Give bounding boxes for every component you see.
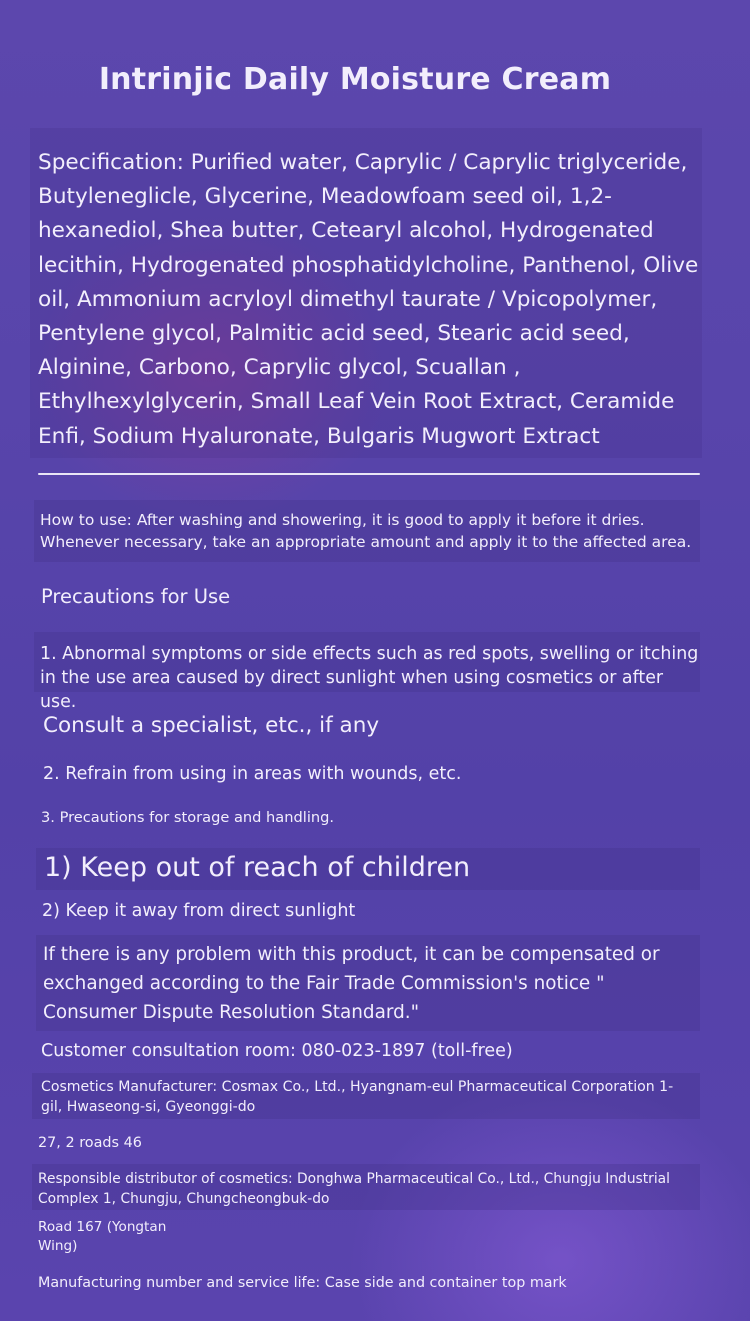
keep-out-of-reach-children: 1) Keep out of reach of children xyxy=(44,852,471,883)
distributor-address: Road 167 (Yongtan Wing) xyxy=(38,1219,167,1254)
precaution-item-1: 1. Abnormal symptoms or side effects such as red spots, swelling or itching in the use area caused by direct sunlight when using cosmetics or after use. xyxy=(40,644,699,712)
manufacturer-address: 27, 2 roads 46 xyxy=(38,1135,142,1151)
precaution-item-3: 3. Precautions for storage and handling. xyxy=(41,809,335,826)
how-to-use-line-2: Whenever necessary, take an appropriate amount and apply it to the affected area. xyxy=(40,533,692,551)
section-divider xyxy=(38,473,700,475)
product-title: Intrinjic Daily Moisture Cream xyxy=(98,62,612,97)
specification-text: Specification: Purified water, Caprylic / Caprylic triglyceride, Butyleneglicle, Glycerine, Meadowfoam seed oil, 1,2-hexanediol, Shea butter, Cetearyl alcohol, Hydrogenated lecithin, Hydrogenated phosphatidylcholine, Panthenol, Olive oil, Ammonium acryloyl dimethyl taurate / Vpicopolymer, Pentylene glycol, Palmitic acid seed, Stearic acid seed, Alginine, Carbono, Caprylic glycol, Scuallan , Ethylhexylglycerin, Small Leaf Vein Root Extract, Ceramide Enfi, Sodium Hyaluronate, Bulgaris Mugwort Extract xyxy=(38,150,699,449)
manufacturing-number-note: Manufacturing number and service life: Case side and container top mark xyxy=(38,1275,567,1291)
how-to-use-line-1: How to use: After washing and showering, it is good to apply it before it dries. xyxy=(40,511,645,529)
compensation-notice: If there is any problem with this product, it can be compensated or exchanged according to the Fair Trade Commission's notice " Consumer Dispute Resolution Standard." xyxy=(43,944,660,1023)
consult-specialist-note: Consult a specialist, etc., if any xyxy=(43,713,380,738)
keep-away-from-sunlight: 2) Keep it away from direct sunlight xyxy=(42,901,356,921)
customer-consultation-phone: Customer consultation room: 080-023-1897 (toll-free) xyxy=(41,1041,513,1061)
precautions-heading: Precautions for Use xyxy=(41,585,231,608)
manufacturer-info: Cosmetics Manufacturer: Cosmax Co., Ltd., Hyangnam-eul Pharmaceutical Corporation 1-gil, Hwaseong-si, Gyeonggi-do xyxy=(41,1079,674,1115)
precaution-item-2: 2. Refrain from using in areas with wounds, etc. xyxy=(43,764,462,784)
distributor-info: Responsible distributor of cosmetics: Donghwa Pharmaceutical Co., Ltd., Chungju Industrial Complex 1, Chungju, Chungcheongbuk-do xyxy=(38,1171,670,1207)
